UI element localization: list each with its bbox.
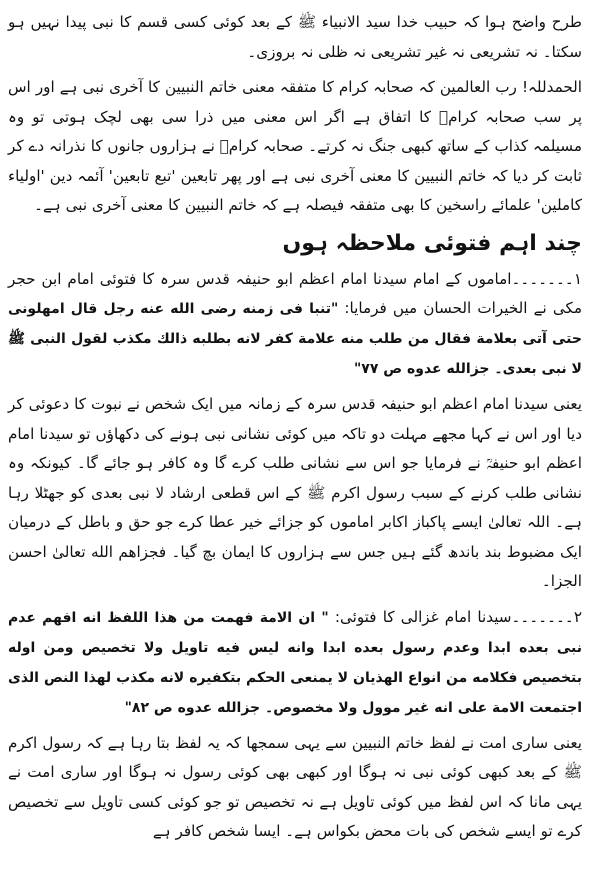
fatwa-2-arabic-quote: " ان الامة فهمت من هذا اللفظ انه افهم عدم نبی بعده ابدا وعدم رسول بعده ابدا وانه لیس فیه تاویل ولا تخصیص ومن اوله بتخصیص فکلامه من انواع الهذیان لا یمنعی الحکم بتکفیره لانه مکذب لهذا النص الذی اجتمعت الامة علی انه غیر موول ولا مخصوص۔ جزالله عدوه ص ۸۲"	[8, 609, 582, 716]
fatwa-1-arabic-quote: "تنبا فی زمنه رضی الله عنه رجل قال امهلونی حتی آتی بعلامة فقال من طلب منه علامة کفر لانه بطلبه ذالك مکذب لقول النبی ﷺ لا نبی بعدی۔ جزالله عدوه ص ۷۷"	[8, 301, 582, 377]
fatwa-2-lead: ۲۔۔۔۔۔۔۔سیدنا امام غزالی کا فتوئی:	[334, 607, 582, 626]
fatwa-1-translation: یعنی سیدنا امام اعظم ابو حنیفہ قدس سرہ کے زمانہ میں ایک شخص نے نبوت کا دعوئی کر دیا اور اس نے کہا مجھے مہلت دو تاکہ میں کوئی نشانی نبی ہونے کی دکھاؤں تو سیدنا امام اعظم ابو حنیفہؒ نے فرمایا جو اس سے نشانی طلب کرے گا وہ کافر ہو جائے گا۔ کیونکہ وہ نشانی طلب کرنے کے سبب رسول اکرم ﷺ کے اس قطعی ارشاد لا نبی بعدی کو جھٹلا رہا ہے۔ اللہ تعالیٰ ایسے پاکباز اکابر اماموں کو جزائے خیر عطا کرے جو حق و باطل کے درمیان ایک مضبوط بند باندھ گئے ہیں جس سے ہزاروں کا ایمان بچ گیا۔ فجزاهم الله تعالیٰ احسن الجزا۔	[8, 395, 582, 590]
ijma-paragraph: الحمدللہ! رب العالمین کہ صحابہ کرام کا متفقہ معنی خاتم النبیین کا آخری نبی ہے اور اس پر سب صحابہ کرامؓ کا اتفاق ہے اگر اس معنی میں ذرا سی بھی لچک ہوتی تو وہ مسیلمہ کذاب کے ساتھ کبھی جنگ نہ کرتے۔ صحابہ کرامؓ نے ہزاروں جانوں کا نذرانہ دے کر ثابت کر دیا کہ خاتم النبیین کا معنی آخری نبی ہے اور پھر تابعین 'تبع تابعین' آئمہ دین 'اولیاء کاملین' علمائے راسخین کا بھی متفقہ فیصلہ ہے کہ خاتم النبیین کا معنی آخری نبی ہے۔	[8, 78, 582, 214]
fatwa-2-block	[8, 603, 582, 723]
section-heading: چند اہم فتوئی ملاحظہ ہوں	[282, 230, 582, 256]
intro-paragraph: طرح واضح ہوا کہ حبیب خدا سید الانبیاء ﷺ کے بعد کوئی کسی قسم کا نبی پیدا نہیں ہو سکتا۔ نہ تشریعی نہ غیر تشریعی نہ ظلی نہ بروزی۔	[8, 13, 582, 61]
fatwa-2-translation: یعنی ساری امت نے لفظ خاتم النبیین سے یہی سمجھا کہ یہ لفظ بتا رہا ہے کہ رسول اکرم ﷺ کے بعد کبھی کوئی نبی نہ ہوگا اور کبھی بھی کوئی رسول نہ ہوگا اور ساری امت نے یہی مانا کہ اس لفظ میں کوئی تاویل ہے نہ تخصیص تو جو کوئی کسی تاویل سے تخصیص کرے تو ایسے شخص کی بات محض بکواس ہے۔ ایسا شخص کافر ہے	[8, 733, 582, 840]
fatwa-1-block	[8, 265, 582, 385]
fatwa-1-lead: ۱۔۔۔۔۔۔۔اماموں کے امام سیدنا امام اعظم ابو حنیفہ قدس سرہ کا فتوئی امام ابن حجر مکی نے الخیرات الحسان میں فرمایا:	[8, 269, 582, 317]
